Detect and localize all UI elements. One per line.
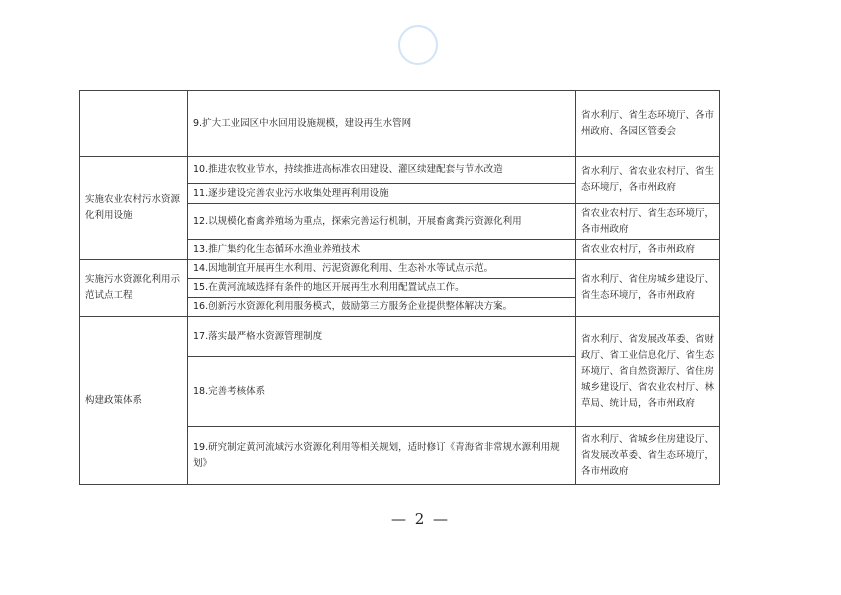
measure-cell: 13.推广集约化生态循环水渔业养殖技术 [188,240,576,260]
department-cell: 省水利厅、省生态环境厅、各市州政府、各园区管委会 [576,91,720,157]
measure-cell: 11.逐步建设完善农业污水收集处理再利用设施 [188,184,576,204]
department-cell: 省水利厅、省农业农村厅、省生态环境厅，各市州政府 [576,157,720,204]
measure-cell: 19.研究制定黄河流域污水资源化利用等相关规划，适时修订《青海省非常规水源利用规划》 [188,427,576,485]
measure-cell: 9.扩大工业园区中水回用设施规模，建设再生水管网 [188,91,576,157]
department-cell: 省水利厅、省住房城乡建设厅、省生态环境厅，各市州政府 [576,260,720,317]
department-cell: 省农业农村厅，各市州政府 [576,240,720,260]
measure-cell: 15.在黄河流域选择有条件的地区开展再生水利用配置试点工作。 [188,279,576,298]
department-cell: 省水利厅、省发展改革委、省财政厅、省工业信息化厅、省生态环境厅、省自然资源厅、省住房城乡建设厅、省农业农村厅、林草局、统计局，各市州政府 [576,317,720,427]
measure-cell: 16.创新污水资源化利用服务模式，鼓励第三方服务企业提供整体解决方案。 [188,298,576,317]
category-cell: 实施农业农村污水资源化利用设施 [80,157,188,260]
measure-cell: 10.推进农牧业节水，持续推进高标准农田建设、灌区续建配套与节水改造 [188,157,576,184]
table-row [80,91,720,157]
category-cell: 构建政策体系 [80,317,188,485]
watermark-seal [398,25,438,65]
category-cell: 实施污水资源化利用示范试点工程 [80,260,188,317]
table-row [80,260,720,279]
page-number: — 2 — [390,510,451,528]
measure-cell: 18.完善考核体系 [188,357,576,427]
department-cell: 省水利厅、省城乡住房建设厅、省发展改革委、省生态环境厅，各市州政府 [576,427,720,485]
measure-cell: 17.落实最严格水资源管理制度 [188,317,576,357]
measure-cell: 12.以规模化畜禽养殖场为重点，探索完善运行机制，开展畜禽粪污资源化利用 [188,204,576,240]
department-cell: 省农业农村厅、省生态环境厅，各市州政府 [576,204,720,240]
measures-table [79,90,720,485]
table-row [80,157,720,184]
measure-cell: 14.因地制宜开展再生水利用、污泥资源化利用、生态补水等试点示范。 [188,260,576,279]
table-row [80,317,720,357]
category-cell [80,91,188,157]
